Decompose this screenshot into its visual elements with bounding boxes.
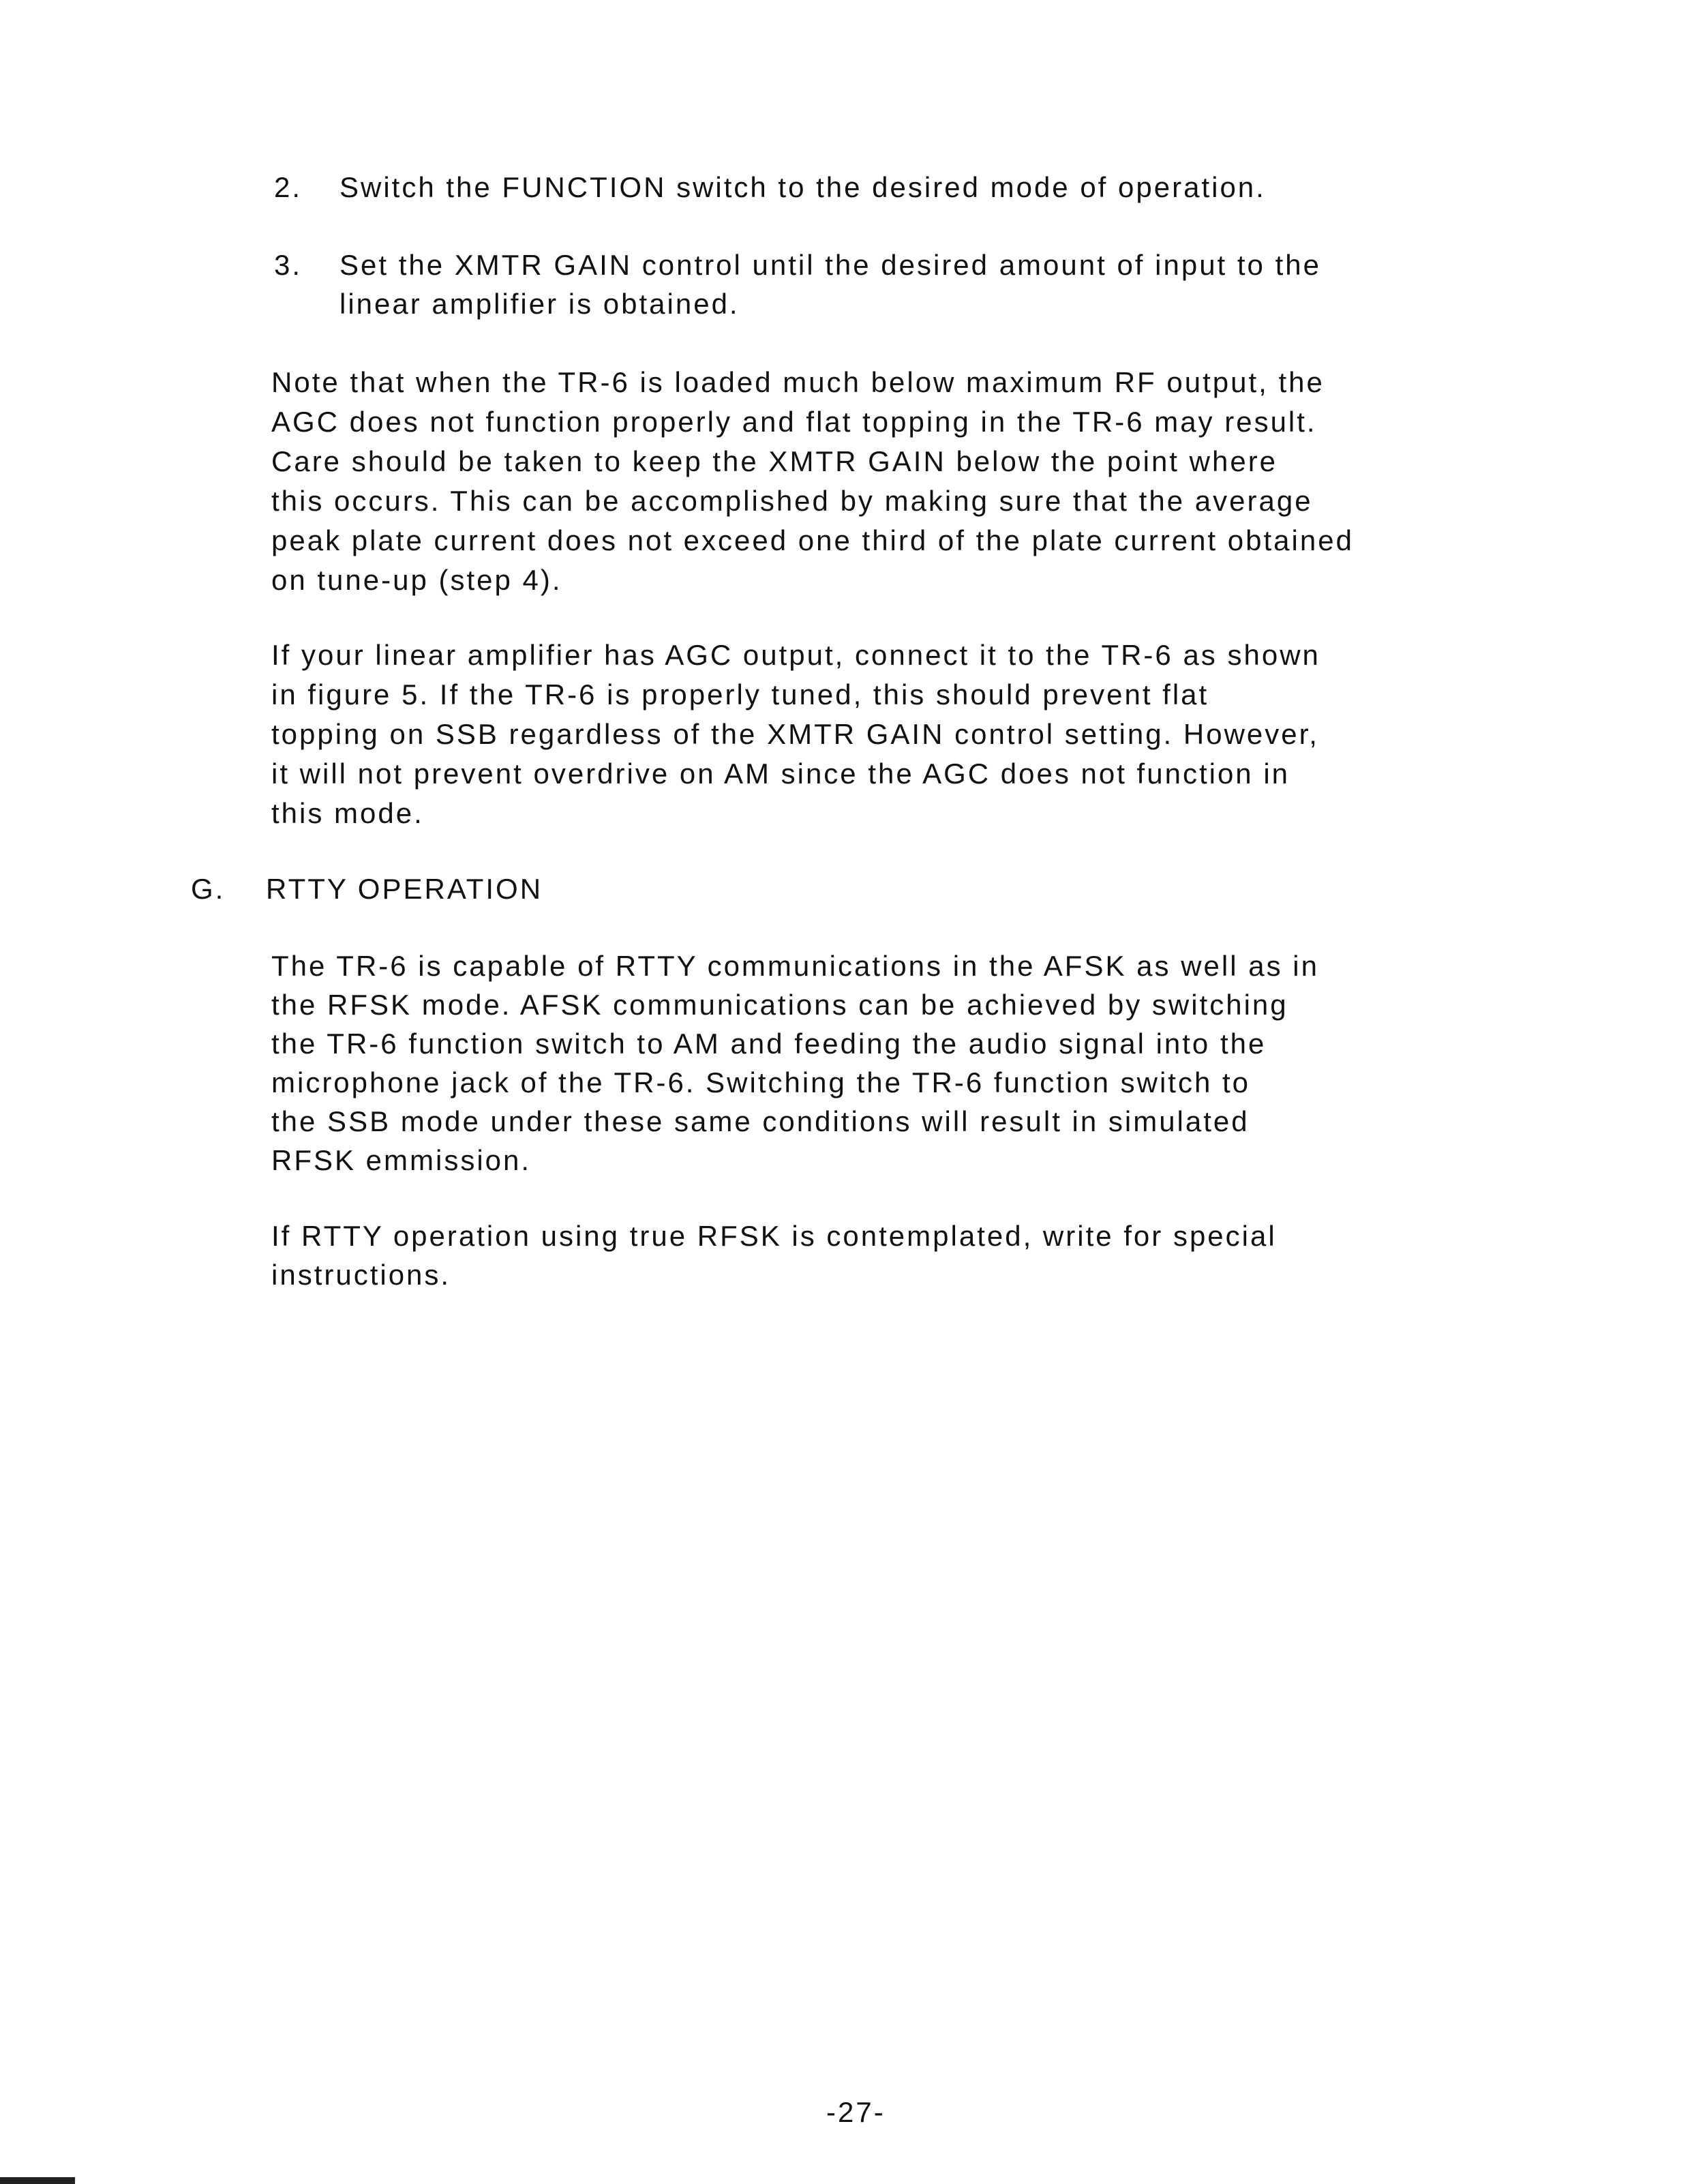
- paragraph-line: it will not prevent overdrive on AM since the AGC does not function in: [271, 758, 1290, 790]
- section-title: RTTY OPERATION: [266, 873, 543, 905]
- page-number: -27-: [826, 2096, 886, 2128]
- scan-artifact: [0, 2177, 75, 2184]
- step-number: 2.: [274, 171, 303, 203]
- paragraph-line: this mode.: [271, 797, 424, 829]
- paragraph-line: peak plate current does not exceed one third of the plate current obtained: [271, 524, 1354, 556]
- paragraph-line: the SSB mode under these same conditions will result in simulated: [271, 1105, 1250, 1137]
- section-letter: G.: [191, 873, 226, 905]
- paragraph-line: The TR-6 is capable of RTTY communications in the AFSK as well as in: [271, 950, 1319, 982]
- paragraph-line: instructions.: [271, 1259, 451, 1291]
- paragraph-line: RFSK emmission.: [271, 1144, 532, 1176]
- paragraph-line: microphone jack of the TR-6. Switching the TR-6 function switch to: [271, 1066, 1251, 1098]
- paragraph-line: the TR-6 function switch to AM and feeding the audio signal into the: [271, 1028, 1267, 1060]
- paragraph-line: topping on SSB regardless of the XMTR GAIN control setting. However,: [271, 718, 1319, 750]
- paragraph-line: AGC does not function properly and flat topping in the TR-6 may result.: [271, 406, 1317, 438]
- step-text: Switch the FUNCTION switch to the desired mode of operation.: [339, 171, 1266, 203]
- paragraph-line: If your linear amplifier has AGC output, connect it to the TR-6 as shown: [271, 639, 1320, 671]
- paragraph-line: in figure 5. If the TR-6 is properly tuned, this should prevent flat: [271, 678, 1209, 710]
- step-text: Set the XMTR GAIN control until the desired amount of input to the: [339, 249, 1321, 281]
- paragraph-line: the RFSK mode. AFSK communications can be achieved by switching: [271, 989, 1288, 1021]
- paragraph-line: Care should be taken to keep the XMTR GAIN below the point where: [271, 445, 1278, 477]
- paragraph-line: Note that when the TR-6 is loaded much below maximum RF output, the: [271, 366, 1325, 398]
- step-number: 3.: [274, 249, 303, 281]
- paragraph-line: If RTTY operation using true RFSK is contemplated, write for special: [271, 1220, 1277, 1252]
- paragraph-line: this occurs. This can be accomplished by making sure that the average: [271, 485, 1313, 517]
- paragraph-line: on tune-up (step 4).: [271, 564, 562, 596]
- step-text: linear amplifier is obtained.: [339, 288, 740, 320]
